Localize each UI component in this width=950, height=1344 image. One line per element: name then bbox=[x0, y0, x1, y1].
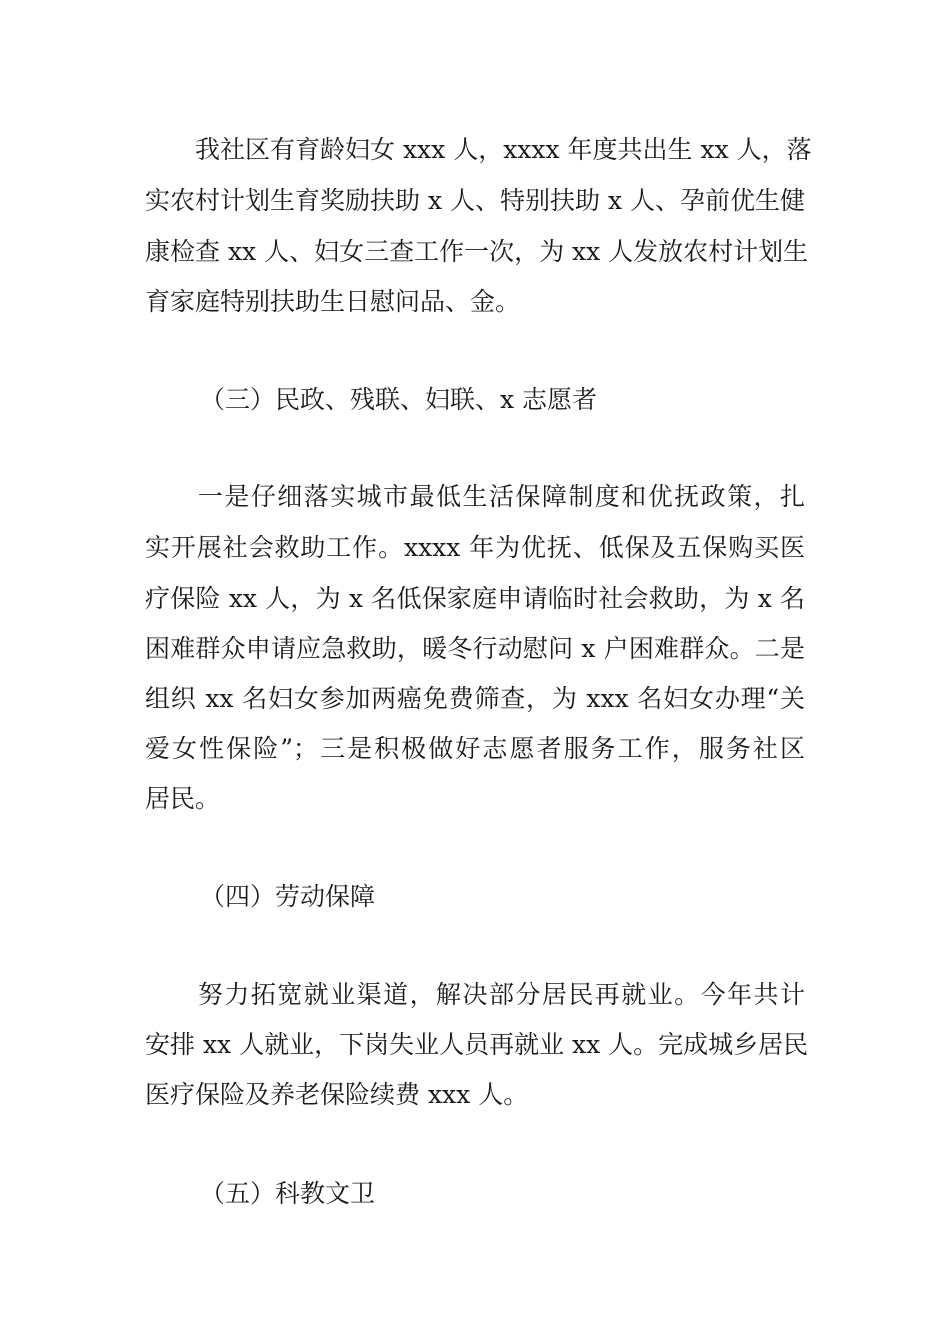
paragraph-line: 安排 xx 人就业，下岗失业人员再就业 xx 人。完成城乡居民 bbox=[145, 1030, 809, 1059]
paragraph-line: 居民。 bbox=[145, 784, 221, 813]
section-heading: （三）民政、残联、妇联、x 志愿者 bbox=[200, 385, 598, 414]
section-heading: （五）科教文卫 bbox=[200, 1179, 376, 1208]
paragraph-line: 实农村计划生育奖励扶助 x 人、特别扶助 x 人、孕前优生健 bbox=[145, 186, 805, 215]
paragraph-line: 爱女性保险”；三是积极做好志愿者服务工作，服务社区 bbox=[145, 734, 805, 763]
paragraph-line: 困难群众申请应急救助，暖冬行动慰问 x 户困难群众。二是 bbox=[145, 634, 805, 663]
paragraph-line: 实开展社会救助工作。xxxx 年为优抚、低保及五保购买医 bbox=[145, 533, 805, 562]
paragraph-line: 我社区有育龄妇女 xxx 人，xxxx 年度共出生 xx 人，落 bbox=[145, 135, 812, 164]
paragraph-line: 一是仔细落实城市最低生活保障制度和优抚政策，扎 bbox=[145, 482, 805, 511]
paragraph-line: 组织 xx 名妇女参加两癌免费筛查，为 xxx 名妇女办理“关 bbox=[145, 684, 805, 713]
paragraph-line: 康检查 xx 人、妇女三查工作一次，为 xx 人发放农村计划生 bbox=[145, 237, 809, 266]
paragraph-line: 医疗保险及养老保险续费 xxx 人。 bbox=[145, 1080, 529, 1109]
paragraph-line: 努力拓宽就业渠道，解决部分居民再就业。今年共计 bbox=[145, 980, 805, 1009]
paragraph-line: 疗保险 xx 人，为 x 名低保家庭申请临时社会救助，为 x 名 bbox=[145, 584, 805, 613]
section-heading: （四）劳动保障 bbox=[200, 882, 376, 911]
paragraph-line: 育家庭特别扶助生日慰问品、金。 bbox=[145, 287, 521, 316]
